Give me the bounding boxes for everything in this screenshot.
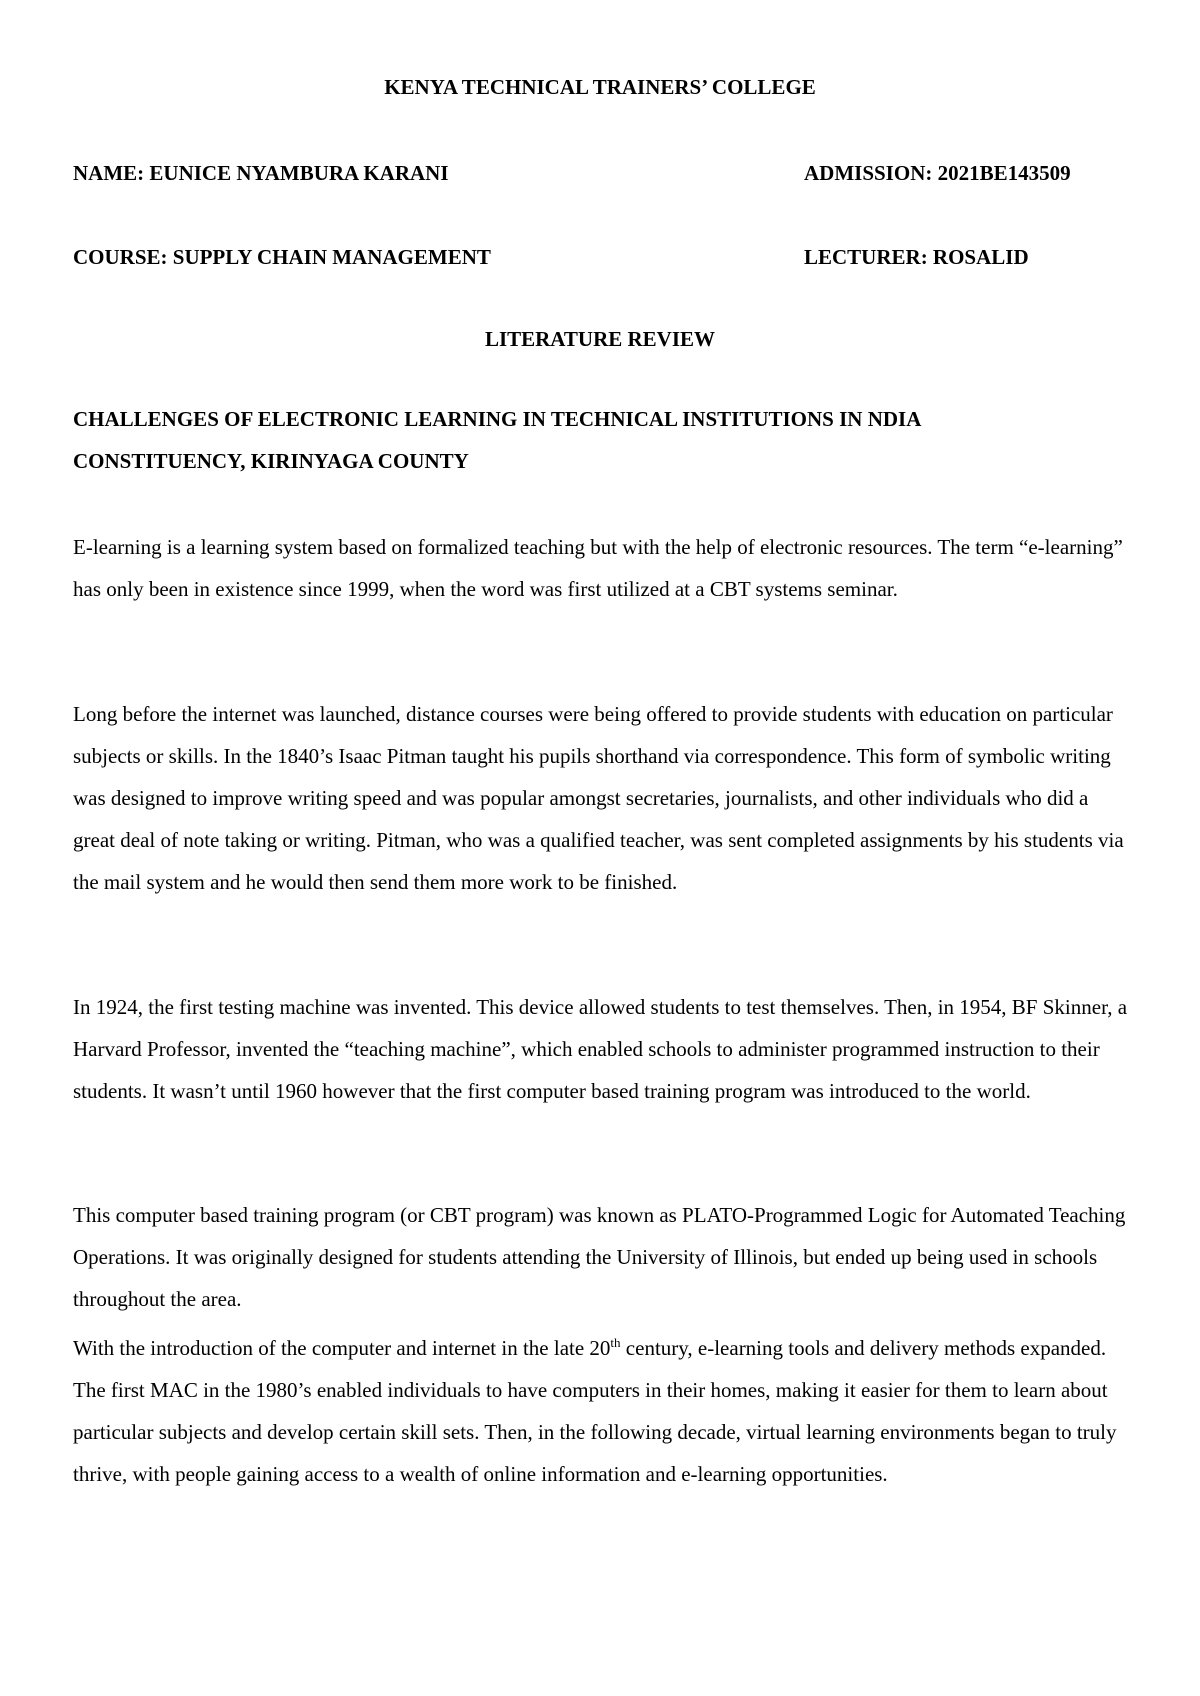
paragraph-distance-courses: Long before the internet was launched, distance courses were being offered to provide students with education on particular subjects or skills. In the 1840’s Isaac Pitman taught his pupils shorthand via correspondence. This form of symbolic writing was designed to improve writing speed and was popular amongst secretaries, journalists, and other individuals who did a great deal of note taking or writing. Pitman, who was a qualified teacher, was sent completed assignments by his students via the mail system and he would then send them more work to be finished. <box>73 702 1124 894</box>
topic-heading <box>73 398 1133 482</box>
ordinal-suffix: th <box>610 1335 621 1350</box>
paragraph-5-start: With the introduction of the computer and internet in the late 20 <box>73 1336 611 1360</box>
paragraph-5-end: century, e-learning tools and delivery methods expanded. The first MAC in the 1980’s enabled individuals to have computers in their homes, making it easier for them to learn about particular subjects and develop certain skill sets. Then, in the following decade, virtual learning environments began to truly thrive, with people gaining access to a wealth of online information and e-learning opportunities. <box>73 1336 1117 1486</box>
admission-number: ADMISSION: 2021BE143509 <box>804 161 1071 185</box>
course-name: COURSE: SUPPLY CHAIN MANAGEMENT <box>73 245 491 269</box>
paragraph-plato-program: This computer based training program (or CBT program) was known as PLATO-Programmed Logic for Automated Teaching Operations. It was originally designed for students attending the University of Illinois, but ended up being used in schools throughout the area. <box>73 1203 1126 1311</box>
section-title: LITERATURE REVIEW <box>484 327 716 351</box>
lecturer-name: LECTURER: ROSALID <box>804 245 1029 269</box>
topic-heading-line-1: CHALLENGES OF ELECTRONIC LEARNING IN TECHNICAL INSTITUTIONS IN NDIA <box>73 407 922 431</box>
paragraph-computer-internet <box>73 1327 1133 1495</box>
college-title: KENYA TECHNICAL TRAINERS’ COLLEGE <box>384 75 816 99</box>
paragraph-elearning-definition: E-learning is a learning system based on formalized teaching but with the help of electronic resources. The term “e-learning” has only been in existence since 1999, when the word was first utilized at a CBT systems seminar. <box>73 535 1123 601</box>
topic-heading-line-2: CONSTITUENCY, KIRINYAGA COUNTY <box>73 449 469 473</box>
paragraph-testing-machine: In 1924, the first testing machine was invented. This device allowed students to test themselves. Then, in 1954, BF Skinner, a Harvard Professor, invented the “teaching machine”, which enabled schools to administer programmed instruction to their students. It wasn’t until 1960 however that the first computer based training program was introduced to the world. <box>73 995 1128 1103</box>
student-name: NAME: EUNICE NYAMBURA KARANI <box>73 161 449 185</box>
